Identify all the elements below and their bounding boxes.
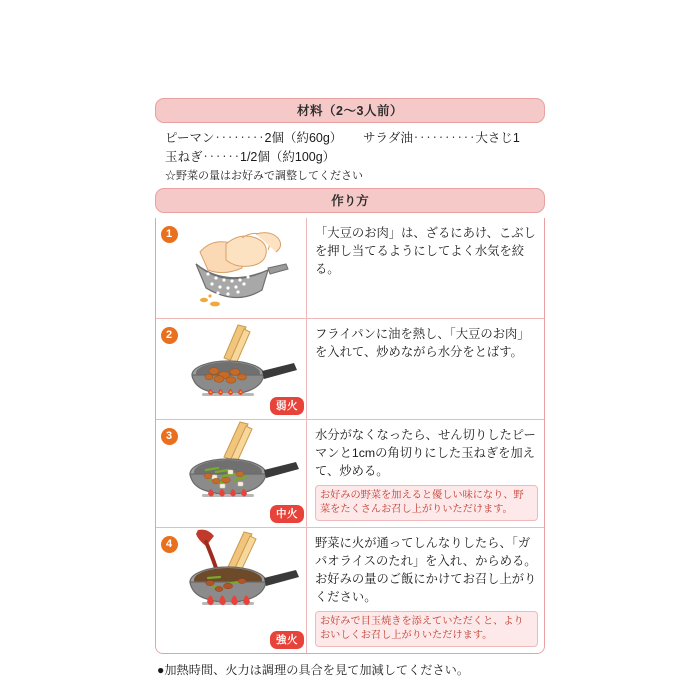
steps-table: [155, 218, 545, 654]
step-row: [156, 528, 544, 653]
step-row: [156, 218, 544, 319]
step-number-badge: 3: [161, 428, 178, 445]
step-instruction: フライパンに油を熱し、「大豆のお肉」を入れて、炒めながら水分をとばす。: [315, 327, 530, 359]
step-instruction: 野菜に火が通ってしんなりしたら、「ガパオライスのたれ」を入れ、からめる。お好みの量のご飯にかけてお召し上がりください。: [315, 536, 537, 604]
step-row: [156, 420, 544, 528]
pan-sauce-illustration: [182, 528, 306, 653]
step-row: [156, 319, 544, 420]
step-text: [306, 218, 544, 318]
footer-note: ●加熱時間、火力は調理の具合を見て加減してください。: [157, 662, 470, 677]
ingredients-list: [155, 123, 545, 188]
ingredient-row: [165, 148, 543, 167]
heat-badge-high: 強火: [270, 631, 304, 649]
ingredient-right: サラダ油‥‥‥‥‥大さじ1: [363, 131, 520, 145]
step-text: [306, 319, 544, 419]
step-number-badge: 4: [161, 536, 178, 553]
step-number-badge: 1: [161, 226, 178, 243]
step-number-column: [156, 218, 182, 318]
step-number-column: [156, 420, 182, 527]
step-instruction: 「大豆のお肉」は、ざるにあけ、こぶしを押し当てるようにしてよく水気を絞る。: [315, 226, 536, 276]
heat-badge-weak: 弱火: [270, 397, 304, 415]
ingredient-left: 玉ねぎ‥‥‥1/2個（約100g）: [165, 149, 336, 164]
step-tip: お好みで目玉焼きを添えていただくと、よりおいしくお召し上がりいただけます。: [315, 611, 538, 647]
step-number-column: [156, 528, 182, 653]
colander-squeeze-illustration: [182, 218, 306, 318]
ingredient-right: [363, 148, 543, 167]
ingredients-header: 材料（2〜3人前）: [155, 98, 545, 123]
ingredient-row: [165, 129, 543, 148]
pan-vegetables-illustration: [182, 420, 306, 527]
heat-badge-medium: 中火: [270, 505, 304, 523]
step-instruction: 水分がなくなったら、せん切りしたピーマンと1cmの角切りにした玉ねぎを加えて、炒める。: [315, 428, 536, 478]
step-number-column: [156, 319, 182, 419]
step-tip: お好みの野菜を加えると優しい味になり、野菜をたくさんお召し上がりいただけます。: [315, 485, 538, 521]
step-text: [306, 528, 544, 653]
step-text: [306, 420, 544, 527]
step-number-badge: 2: [161, 327, 178, 344]
pan-soymeat-illustration: [182, 319, 306, 419]
ingredient-left: ピーマン‥‥‥‥2個（約60g）: [165, 131, 343, 145]
ingredients-note: ☆野菜の量はお好みで調整してください: [165, 169, 363, 182]
steps-header: 作り方: [155, 188, 545, 213]
recipe-card: [155, 98, 545, 678]
